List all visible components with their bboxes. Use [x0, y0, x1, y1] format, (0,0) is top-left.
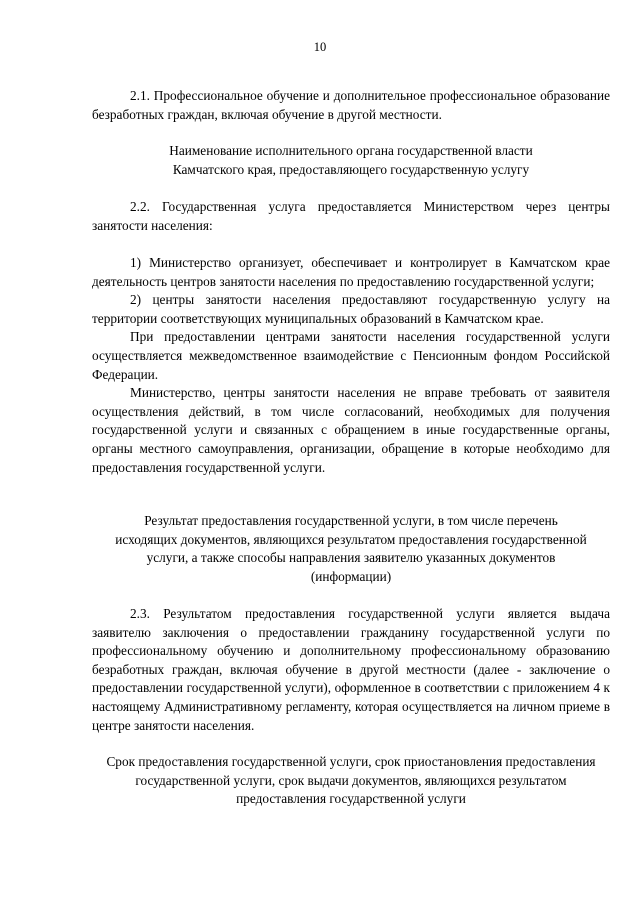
- list-item-1: 1) Министерство организует, обеспечивает и контролирует в Камчатском крае деятельность центров занятости населения по предоставлению государственной услуги;: [92, 255, 610, 289]
- heading-result: [92, 512, 610, 586]
- heading-executive-body: [92, 142, 610, 179]
- section-2-2: [92, 198, 610, 235]
- section-2-1: [92, 87, 610, 124]
- section-2-2-intro: 2.2. Государственная услуга предоставляется Министерством через центры занятости населения:: [92, 199, 610, 233]
- heading-result-text: Результат предоставления государственной услуги, в том числе перечень исходящих документов, являющихся результатом предоставления государственной услуги, а также способы направления заявителю указанных документов (информации): [115, 513, 587, 584]
- section-2-1-text: 2.1. Профессиональное обучение и дополнительное профессиональное образование безработных граждан, включая обучение в другой местности.: [92, 88, 610, 122]
- list-item-2: 2) центры занятости населения предоставляют государственную услугу на территории соответствующих муниципальных образований в Камчатском крае.: [92, 292, 610, 326]
- heading-deadline: [92, 753, 610, 809]
- heading-deadline-text: Срок предоставления государственной услуги, срок приостановления предоставления государственной услуги, срок выдачи документов, являющихся результатом предоставления государственной услуги: [106, 754, 596, 807]
- section-2-2-details: [92, 254, 610, 477]
- heading-executive-body-text: Наименование исполнительного органа государственной власти Камчатского края, предоставляющего государственную услугу: [169, 143, 533, 177]
- section-2-3-text: 2.3. Результатом предоставления государственной услуги является выдача заявителю заключения о предоставлении гражданину государственной услуги по профессиональному обучению и дополнительному профессиональному образованию безработных граждан, включая обучение в другой местности (далее - заключение о предоставлении государственной услуги), оформленное в соответствии с приложением 4 к настоящему Административному регламенту, которая осуществляется на личном приеме в центре занятости населения.: [92, 606, 610, 733]
- section-2-3: [92, 605, 610, 735]
- page-number: 10: [313, 40, 327, 54]
- paragraph-restriction: Министерство, центры занятости населения не вправе требовать от заявителя осуществления действий, в том числе согласований, необходимых для получения государственной услуги и связанных с обращением в иные государственные органы, органы местного самоуправления, организации, обращение в которые необходимо для предоставления государственной услуги.: [92, 385, 610, 475]
- paragraph-interaction: При предоставлении центрами занятости населения государственной услуги осуществляется межведомственное взаимодействие с Пенсионным фондом Российской Федерации.: [92, 329, 610, 382]
